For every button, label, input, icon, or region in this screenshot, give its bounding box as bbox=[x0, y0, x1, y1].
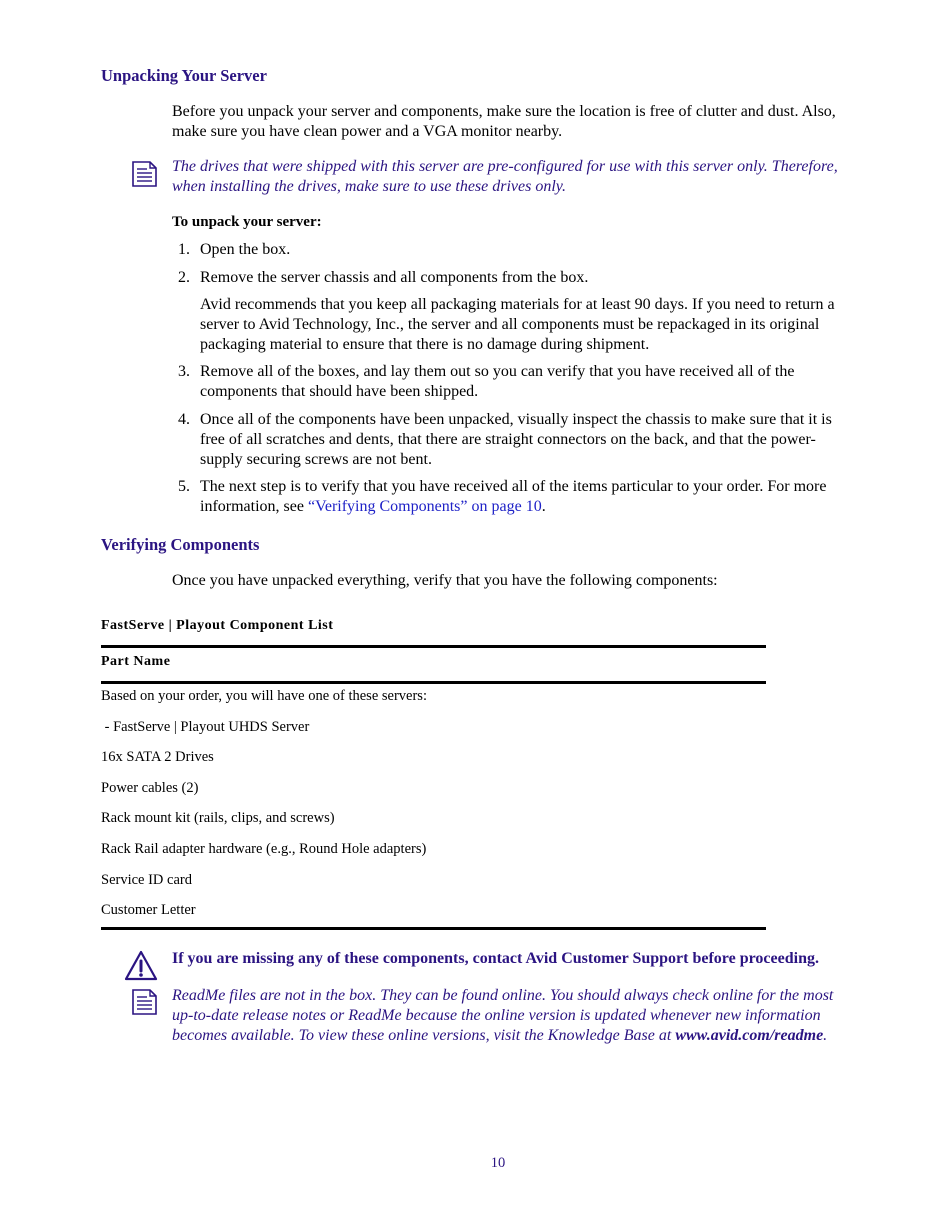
step-item: 2. Remove the server chassis and all components from the box. Avid recommends that you keep all packaging materials for at least 90 days. If you need to return a server to Avid Technology, Inc., the server and all components must be repackaged in its original packaging material to ensure that there is no damage during shipment. bbox=[172, 268, 842, 355]
page-number: 10 bbox=[490, 1155, 506, 1171]
table-row: 16x SATA 2 Drives bbox=[101, 749, 214, 765]
readme-note: ReadMe files are not in the box. They can be found online. You should always check online for the most up-to-date release notes or ReadMe because the online version is updated whenever new information becomes available. To view these online versions, visit the Knowledge Base at www.avid.com/readme. bbox=[172, 987, 834, 1044]
table-row: Power cables (2) bbox=[101, 780, 199, 796]
table-row: Customer Letter bbox=[101, 902, 196, 918]
step-2-detail: Avid recommends that you keep all packaging materials for at least 90 days. If you need to return a server to Avid Technology, Inc., the server and all components must be repackaged in its original packaging material to ensure that there is no damage during shipment. bbox=[200, 295, 835, 353]
procedure-title: To unpack your server: bbox=[172, 214, 322, 230]
section-heading-verifying: Verifying Components bbox=[101, 535, 260, 554]
step-item: 3. Remove all of the boxes, and lay them out so you can verify that you have received all of the components that should have been shipped. bbox=[178, 363, 795, 400]
table-row: Rack mount kit (rails, clips, and screws) bbox=[101, 810, 335, 826]
table-row: - FastServe | Playout UHDS Server bbox=[101, 719, 310, 735]
missing-components-warning: If you are missing any of these components, contact Avid Customer Support before proceeding. bbox=[172, 950, 819, 967]
warning-icon bbox=[124, 950, 158, 982]
table-title: FastServe | Playout Component List bbox=[101, 618, 334, 633]
table-bottom-rule bbox=[101, 927, 766, 930]
verifying-intro: Once you have unpacked everything, verify that you have the following components: bbox=[172, 572, 718, 589]
table-header-rule bbox=[101, 681, 766, 684]
note-icon bbox=[130, 160, 158, 188]
step-item: 5. The next step is to verify that you have received all of the items particular to your order. For more information, see “Verifying Components” on page 10. bbox=[178, 478, 827, 515]
table-row: Rack Rail adapter hardware (e.g., Round Hole adapters) bbox=[101, 841, 427, 857]
unpack-steps bbox=[172, 240, 842, 525]
unpacking-intro: Before you unpack your server and components, make sure the location is free of clutter and dust. Also, make sure you have clean power and a VGA monitor nearby. bbox=[172, 103, 836, 140]
section-heading-unpacking: Unpacking Your Server bbox=[101, 66, 267, 85]
table-header-part-name: Part Name bbox=[101, 654, 171, 669]
note-icon bbox=[130, 988, 158, 1016]
table-row: Service ID card bbox=[101, 872, 192, 888]
step-item: 4. Once all of the components have been unpacked, visually inspect the chassis to make sure that it is free of all scratches and dents, that there are straight connectors on the back, and that the power-supply securing screws are not bent. bbox=[178, 410, 832, 468]
verifying-components-link[interactable]: “Verifying Components” on page 10 bbox=[307, 498, 542, 515]
table-top-rule bbox=[101, 645, 766, 648]
table-row: Based on your order, you will have one of these servers: bbox=[101, 688, 427, 704]
step-item: 1. Open the box. bbox=[178, 241, 291, 258]
readme-url[interactable]: www.avid.com/readme bbox=[675, 1027, 824, 1044]
drives-note: The drives that were shipped with this server are pre-configured for use with this server only. Therefore, when installing the drives, make sure to use these drives only. bbox=[172, 158, 838, 195]
